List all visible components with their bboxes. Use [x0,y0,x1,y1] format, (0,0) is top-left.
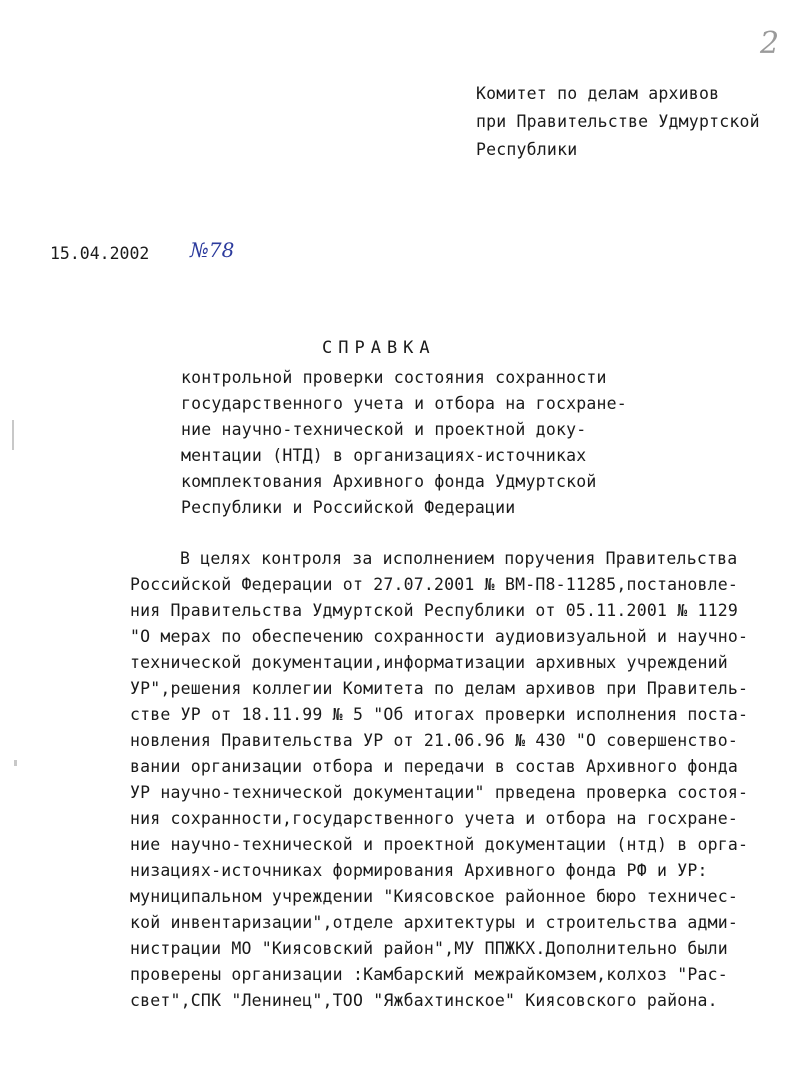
body-line: нистрации МО "Киясовский район",МУ ППЖКХ.Дополнительно были [130,939,728,958]
handwritten-registration-number: №78 [190,238,235,262]
addressee-line: Комитет по делам архивов [476,84,720,103]
body-line: "О мерах по обеспечению сохранности аудиовизуальной и научно- [130,627,749,646]
body-line: свет",СПК "Ленинец",ТОО "Яжбахтинское" Киясовского района. [130,991,718,1010]
subtitle-line: Республики и Российской Федерации [181,498,516,517]
addressee-line: при Правительстве Удмуртской [476,112,760,131]
body-line: ния Правительства Удмуртской Республики от 05.11.2001 № 1129 [130,601,739,620]
body-line: вании организации отбора и передачи в состав Архивного фонда [130,757,739,776]
body-line: новления Правительства УР от 21.06.96 № 430 "О совершенство- [130,731,739,750]
body-line: кой инвентаризации",отделе архитектуры и строительства адми- [130,913,739,932]
subtitle-line: ментации (НТД) в организациях-источниках [181,446,587,465]
document-title: СПРАВКА [322,338,436,358]
body-line: УР",решения коллегии Комитета по делам архивов при Правитель- [130,679,749,698]
margin-punch-mark [12,420,14,450]
body-line: низациях-источниках формирования Архивного фонда РФ и УР: [130,861,708,880]
body-line: проверены организации :Камбарский межрайкомзем,колхоз "Рас- [130,965,728,984]
body-line: ния сохранности,государственного учета и отбора на госхране- [130,809,739,828]
body-line: Российской Федерации от 27.07.2001 № ВМ-П8-11285,постановле- [130,575,739,594]
subtitle-line: ние научно-технической и проектной доку- [181,420,587,439]
body-line: муниципальном учреждении "Киясовское районное бюро техничес- [130,887,739,906]
document-date: 15.04.2002 [50,244,150,263]
body-line: ние научно-технической и проектной документации (нтд) в орга- [130,835,749,854]
body-line: УР научно-технической документации" прведена проверка состоя- [130,783,749,802]
margin-speck [14,760,17,766]
body-line: В целях контроля за исполнением поручения Правительства [180,549,738,568]
body-line: технической документации,информатизации архивных учреждений [130,653,728,672]
body-line: стве УР от 18.11.99 № 5 "Об итогах проверки исполнения поста- [130,705,749,724]
handwritten-page-number: 2 [760,26,780,61]
subtitle-line: контрольной проверки состояния сохранности [181,368,607,387]
subtitle-line: государственного учета и отбора на госхране- [181,394,627,413]
subtitle-line: комплектования Архивного фонда Удмуртской [181,472,597,491]
addressee-line: Республики [476,140,578,159]
